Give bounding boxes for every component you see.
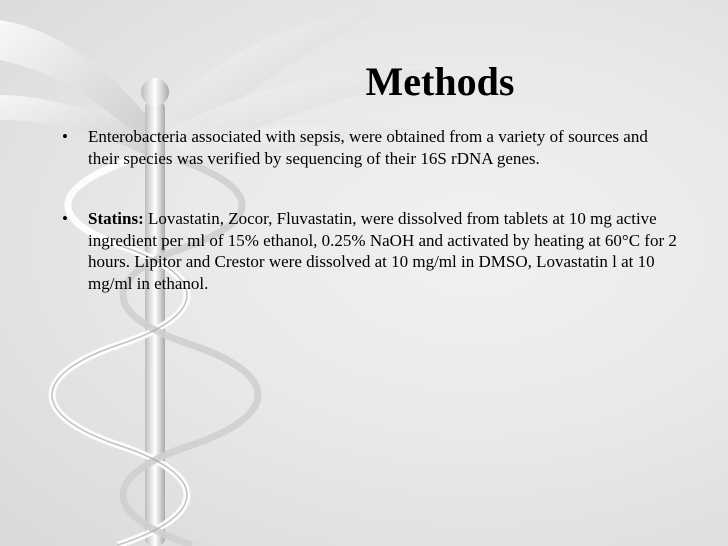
bullet-lead: Statins: — [88, 209, 144, 228]
bullet-item — [62, 208, 682, 294]
bullet-list — [62, 126, 682, 294]
slide-title: Methods — [365, 59, 515, 104]
bullet-marker: • — [62, 209, 68, 228]
bullet-marker: • — [62, 127, 68, 146]
bullet-text: Enterobacteria associated with sepsis, were obtained from a variety of sources and their species was verified by sequencing of their 16S rDNA genes. — [88, 127, 648, 168]
bullet-item — [62, 126, 682, 169]
bullet-text: Lovastatin, Zocor, Fluvastatin, were dissolved from tablets at 10 mg active ingredient per ml of 15% ethanol, 0.25% NaOH and activated by heating at 60°C for 2 hours. Lipitor and Crestor were dissolved at 10 mg/ml in DMSO, Lovastatin l at 10 mg/ml in ethanol. — [88, 209, 677, 293]
